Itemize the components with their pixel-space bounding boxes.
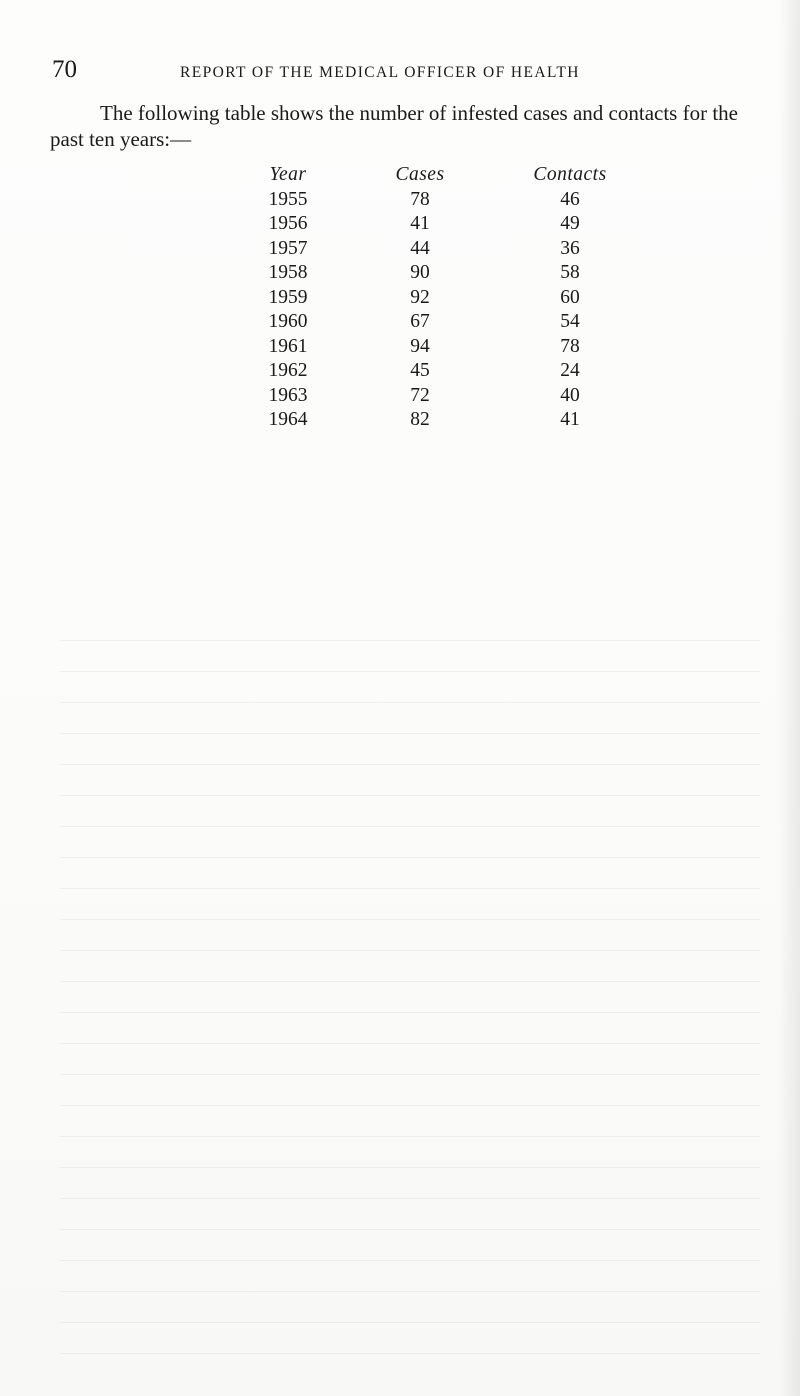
contacts-cell: 41 (560, 409, 580, 430)
year-cell: 1959 (268, 286, 308, 308)
table-row (0, 212, 800, 237)
cases-cell: 82 (410, 409, 430, 430)
table-header-row (0, 163, 800, 188)
cases-cell: 90 (410, 262, 430, 283)
page-number: 70 (52, 56, 77, 83)
contacts-cell: 58 (560, 262, 580, 283)
table-row (0, 359, 800, 384)
table-row (0, 237, 800, 262)
year-cell: 1960 (268, 311, 308, 332)
running-title: REPORT OF THE MEDICAL OFFICER OF HEALTH (180, 64, 580, 81)
contacts-cell: 24 (560, 360, 580, 381)
cases-cell: 78 (410, 188, 430, 210)
intro-paragraph: The following table shows the number of infested cases and contacts for the past ten years:— (50, 101, 738, 151)
infestation-table (0, 163, 800, 433)
table-row (0, 188, 800, 213)
column-header-contacts: Contacts (533, 164, 607, 185)
contacts-cell: 46 (560, 188, 580, 210)
column-header-cases: Cases (395, 164, 445, 185)
table-row (0, 335, 800, 360)
contacts-cell: 60 (560, 286, 580, 308)
year-cell: 1962 (268, 360, 308, 381)
contacts-cell: 40 (560, 384, 580, 406)
show-through-texture (60, 610, 760, 1370)
cases-cell: 41 (410, 213, 430, 234)
contacts-cell: 78 (560, 335, 580, 357)
table-row (0, 310, 800, 335)
page-header (0, 50, 800, 90)
cases-cell: 72 (410, 384, 430, 406)
contacts-cell: 54 (560, 311, 580, 332)
table-row (0, 286, 800, 311)
cases-cell: 44 (410, 237, 430, 259)
year-cell: 1964 (268, 409, 308, 430)
year-cell: 1963 (268, 384, 308, 406)
cases-cell: 92 (410, 286, 430, 308)
year-cell: 1961 (268, 335, 308, 357)
contacts-cell: 49 (560, 213, 580, 234)
cases-cell: 67 (410, 311, 430, 332)
table-row (0, 408, 800, 433)
table-row (0, 384, 800, 409)
year-cell: 1958 (268, 262, 308, 283)
year-cell: 1955 (268, 188, 308, 210)
column-header-year: Year (269, 164, 307, 185)
cases-cell: 45 (410, 360, 430, 381)
contacts-cell: 36 (560, 237, 580, 259)
cases-cell: 94 (410, 335, 430, 357)
year-cell: 1956 (268, 213, 308, 234)
table-row (0, 261, 800, 286)
year-cell: 1957 (268, 237, 308, 259)
